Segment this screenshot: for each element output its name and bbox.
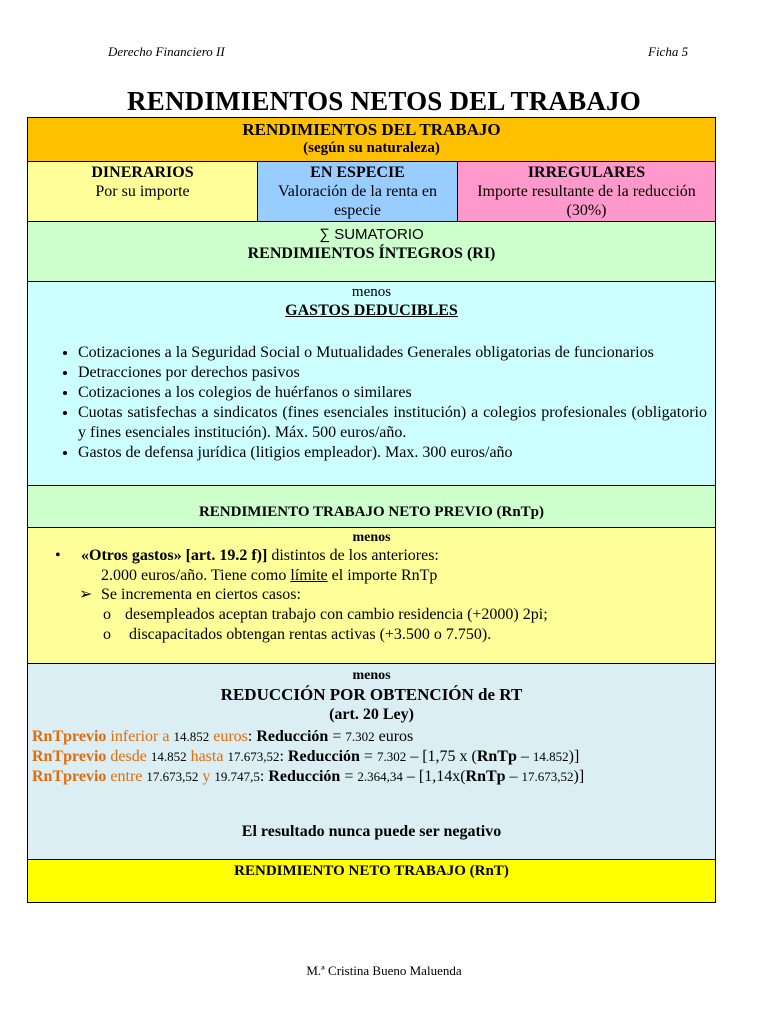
- rntprevio-term: RnTprevio: [32, 768, 107, 785]
- reduccion-term: Reducción: [256, 728, 329, 745]
- formula-text: euros: [374, 728, 414, 745]
- formula-text: :: [247, 728, 257, 745]
- list-item: • Cuotas satisfechas a sindicatos (fines esenciales institución) a colegios profesionales (obligatorio y fines esenciales institución). Máx. 500 euros/año.: [78, 403, 707, 443]
- rntprevio-term: RnTprevio: [32, 748, 107, 765]
- formula-text: hasta: [186, 748, 228, 765]
- formula-tramo-2: [32, 747, 579, 767]
- rntp-row: [28, 486, 715, 528]
- menos-label: menos: [351, 284, 392, 300]
- incremento-line: [79, 585, 301, 605]
- menos-label: menos: [352, 530, 391, 545]
- rntp-term: RnTp: [476, 748, 517, 765]
- rnt-row: [28, 860, 715, 902]
- formula-text: euros: [209, 728, 248, 745]
- nota-negativo: El resultado nunca puede ser negativo: [241, 823, 502, 840]
- rendimientos-title: RENDIMIENTOS DEL TRABAJO: [242, 120, 501, 139]
- formula-text: – [1,75 x (: [406, 748, 477, 765]
- tipo-name: EN ESPECIE: [310, 164, 405, 181]
- formula-text: )]: [568, 748, 580, 765]
- gastos-deducibles-section: [28, 282, 715, 486]
- formula-value: 2.364,34: [357, 769, 403, 784]
- formula-value: 7.302: [376, 749, 407, 764]
- reduccion-term: Reducción: [287, 748, 360, 765]
- list-item: • Cotizaciones a los colegios de huérfanos o similares: [78, 383, 707, 403]
- formula-value: 17.673,52: [146, 769, 199, 784]
- rnt-label: RENDIMIENTO NETO TRABAJO (RnT): [234, 863, 509, 879]
- menos-label: menos: [352, 668, 391, 683]
- tipo-desc: Importe resultante de la reducción (30%): [477, 183, 696, 219]
- formula-value: 14.852: [532, 749, 569, 764]
- tipo-irregulares: [458, 162, 715, 221]
- rendimientos-subtitle: (según su naturaleza): [303, 140, 440, 156]
- tipo-desc: Por su importe: [95, 183, 190, 200]
- gastos-deducibles-title: GASTOS DEDUCIBLES: [285, 302, 458, 319]
- page-title: RENDIMIENTOS NETOS DEL TRABAJO: [127, 86, 641, 116]
- formula-text: desde: [106, 748, 151, 765]
- otros-gastos-text: distintos de los anteriores:: [267, 547, 439, 564]
- reduccion-article: (art. 20 Ley): [329, 706, 414, 723]
- rntp-term: RnTp: [465, 768, 506, 785]
- caso-text: discapacitados obtengan rentas activas (+3.500 o 7.750).: [129, 626, 492, 643]
- limit-text: 2.000 euros/año. Tiene como: [101, 567, 291, 584]
- formula-text: y: [198, 768, 215, 785]
- tipo-name: DINERARIOS: [91, 164, 194, 181]
- formula-value: 17.673,52: [227, 749, 280, 764]
- incremento-text: Se incrementa en ciertos casos:: [101, 586, 301, 603]
- limit-text-end: el importe RnTp: [327, 567, 438, 584]
- formula-value: 19.747,5: [214, 769, 260, 784]
- tipos-row: [28, 162, 715, 222]
- reduccion-term: Reducción: [268, 768, 341, 785]
- list-item: • Detracciones por derechos pasivos: [78, 363, 707, 383]
- sumatorio-row: [28, 222, 715, 282]
- rendimientos-integros: RENDIMIENTOS ÍNTEGROS (RI): [247, 245, 496, 262]
- formula-text: )]: [573, 768, 585, 785]
- formula-text: entre: [106, 768, 147, 785]
- header-course: Derecho Financiero II: [108, 44, 225, 59]
- rntp-label: RENDIMIENTO TRABAJO NETO PREVIO (RnTp): [198, 504, 545, 520]
- otros-gastos-section: [28, 528, 715, 664]
- footer-author: M.ª Cristina Bueno Maluenda: [306, 963, 462, 978]
- limit-word: límite: [290, 567, 328, 584]
- caso-desempleados: [103, 605, 548, 625]
- otros-gastos-line: [55, 546, 439, 566]
- tipo-desc: Valoración de la renta en especie: [277, 183, 438, 219]
- header-ficha: Ficha 5: [648, 44, 689, 59]
- formula-text: =: [359, 748, 377, 765]
- bullet-icon: •: [55, 547, 61, 564]
- formula-tramo-1: [32, 727, 413, 747]
- gastos-list: [28, 343, 707, 463]
- reduccion-section: [28, 664, 715, 860]
- tipo-name: IRREGULARES: [527, 164, 646, 181]
- formula-text: –: [505, 768, 522, 785]
- circle-bullet-icon: o: [103, 606, 111, 623]
- formula-value: 14.852: [173, 729, 210, 744]
- reduccion-title: REDUCCIÓN POR OBTENCIÓN de RT: [220, 685, 523, 704]
- caso-text: desempleados aceptan trabajo con cambio residencia (+2000) 2pi;: [125, 606, 548, 623]
- formula-tramo-3: [32, 767, 584, 787]
- formula-text: =: [340, 768, 358, 785]
- list-item: • Gastos de defensa jurídica (litigios empleador). Max. 300 euros/año: [78, 443, 707, 463]
- formula-value: 17.673,52: [521, 769, 574, 784]
- rendimientos-header: [28, 118, 715, 162]
- otros-gastos-limit: [101, 566, 437, 586]
- formula-text: :: [279, 748, 288, 765]
- formula-text: :: [259, 768, 269, 785]
- tipo-especie: [258, 162, 458, 221]
- rntprevio-term: RnTprevio: [32, 728, 107, 745]
- arrow-bullet-icon: ➢: [79, 586, 93, 603]
- circle-bullet-icon: o: [103, 626, 111, 643]
- tipo-dinerarios: [28, 162, 258, 221]
- formula-text: inferior a: [106, 728, 174, 745]
- formula-text: – [1,14x(: [402, 768, 466, 785]
- list-item: • Cotizaciones a la Seguridad Social o Mutualidades Generales obligatorias de funcionarios: [78, 343, 707, 363]
- formula-text: =: [328, 728, 346, 745]
- formula-value: 7.302: [345, 729, 375, 744]
- otros-gastos-article: «Otros gastos» [art. 19.2 f)]: [81, 547, 268, 564]
- scheme-table: [27, 117, 716, 903]
- formula-text: –: [516, 748, 533, 765]
- formula-value: 14.852: [150, 749, 187, 764]
- caso-discapacitados: [103, 625, 491, 645]
- sumatorio-label: ∑ SUMATORIO: [319, 226, 424, 243]
